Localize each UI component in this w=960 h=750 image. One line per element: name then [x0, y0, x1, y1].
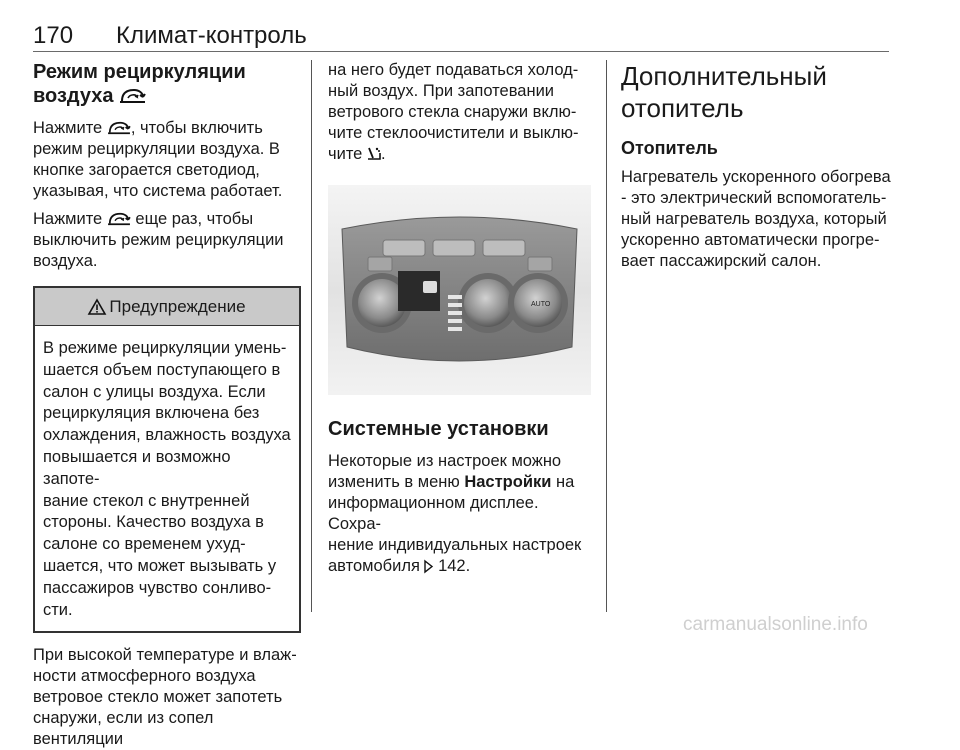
warning-title: Предупреждение — [109, 296, 246, 316]
column-middle — [328, 60, 596, 577]
recirculation-icon — [107, 121, 131, 135]
page-number: 170 — [33, 22, 74, 49]
warning-body — [35, 326, 299, 631]
subsection-title-heater: Отопитель — [621, 138, 718, 158]
paragraph-heater: Нагреватель ускоренного обогрева - это электрический вспомогатель- ный нагреватель воздуха, который ускоренно автоматически прогре- вает пассажирский салон. — [621, 168, 891, 270]
warning-triangle-icon — [88, 299, 106, 315]
climate-control-panel-image — [328, 185, 591, 395]
paragraph-recirculation-off: Нажмите еще раз, чтобы выключить режим рециркуляции воздуха. — [33, 210, 284, 270]
warning-text: В режиме рециркуляции умень- шается объем поступающего в салон с улицы воздуха. Если рециркуляция включена без охлаждения, влажность воздуха повышается и возможно запоте- вание стекол с внутренней стороны. Качество воздуха в салоне со временем ухуд- шается, что может вызывать у пассажиров чувство сонливо- сти. — [43, 339, 291, 619]
section-title-recirculation: Режим рециркуляции воздуха — [33, 61, 246, 107]
column-right — [621, 60, 891, 272]
chapter-title: Климат-контроль — [116, 22, 307, 49]
page-reference[interactable]: 142. — [433, 557, 471, 575]
paragraph-system-settings: Некоторые из настроек можно изменить в меню Настройки на информационном дисплее. Сохра- нение индивидуальных настроек автомобиля 142. — [328, 452, 582, 575]
warning-header — [35, 288, 299, 326]
recirculation-icon — [119, 88, 146, 104]
recirculation-icon — [107, 212, 131, 226]
paragraph-recirculation-on: Нажмите , чтобы включить режим рециркуляции воздуха. В кнопке загорается светодиод, указывая, что система работает. — [33, 119, 283, 200]
column-divider — [606, 60, 607, 612]
auto-button-label: AUTO — [531, 301, 551, 308]
section-title-system-settings: Системные установки — [328, 418, 549, 440]
column-left — [33, 60, 301, 750]
column-divider — [311, 60, 312, 612]
paragraph-fogging: При высокой температуре и влаж- ности атмосферного воздуха ветровое стекло может запотеть снаружи, если из сопел вентиляции — [33, 646, 297, 749]
watermark: carmanualsonline.info — [683, 614, 868, 635]
page-header — [33, 22, 889, 52]
paragraph-fogging-continued: на него будет подаваться холод- ный воздух. При запотевании ветрового стекла снаружи вклю- чите стеклоочистители и выклю- чите . — [328, 61, 579, 163]
wiper-icon — [367, 146, 381, 161]
settings-menu-term: Настройки — [464, 473, 552, 491]
climate-panel-photo — [328, 185, 591, 395]
warning-box — [33, 286, 301, 633]
section-title-auxiliary-heater: Дополнительный отопитель — [621, 61, 827, 123]
